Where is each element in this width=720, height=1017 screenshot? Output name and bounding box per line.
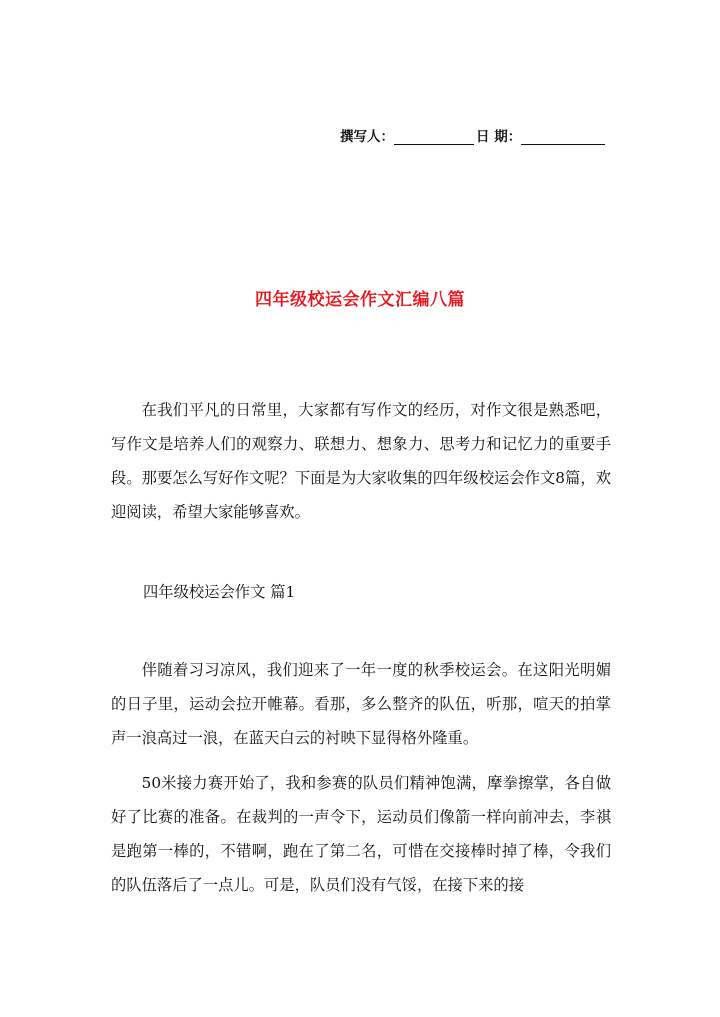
document-title: 四年级校运会作文汇编八篇 bbox=[255, 290, 465, 310]
date-blank bbox=[521, 130, 605, 145]
author-blank bbox=[394, 130, 474, 145]
author-label: 撰写人： bbox=[340, 129, 394, 145]
intro-paragraph: 在我们平凡的日常里，大家都有写作文的经历，对作文很是熟悉吧，写作文是培养人们的观察力、联想力、想象力、思考力和记忆力的重要手段。那要怎么写好作文呢？下面是为大家收集的四年级校运会作文8篇，欢迎阅读，希望大家能够喜欢。 bbox=[111, 401, 611, 521]
body-paragraph-1: 伴随着习习凉风，我们迎来了一年一度的秋季校运会。在这阳光明媚的日子里，运动会拉开帷幕。看那，多么整齐的队伍，听那，喧天的拍掌声一浪高过一浪，在蓝天白云的衬映下显得格外隆重。 bbox=[111, 661, 611, 747]
body-paragraph-2: 50米接力赛开始了，我和参赛的队员们精神饱满，摩拳擦掌，各自做好了比赛的准备。在裁判的一声令下，运动员们像箭一样向前冲去，李祺是跑第一棒的，不错啊，跑在了第二名，可惜在交接棒时掉了棒，令我们的队伍落后了一点儿。可是，队员们没有气馁，在接下来的接 bbox=[111, 774, 611, 894]
section-heading: 四年级校运会作文 篇1 bbox=[143, 583, 296, 601]
date-label: 日 期： bbox=[476, 129, 522, 145]
author-date-line bbox=[340, 125, 612, 145]
